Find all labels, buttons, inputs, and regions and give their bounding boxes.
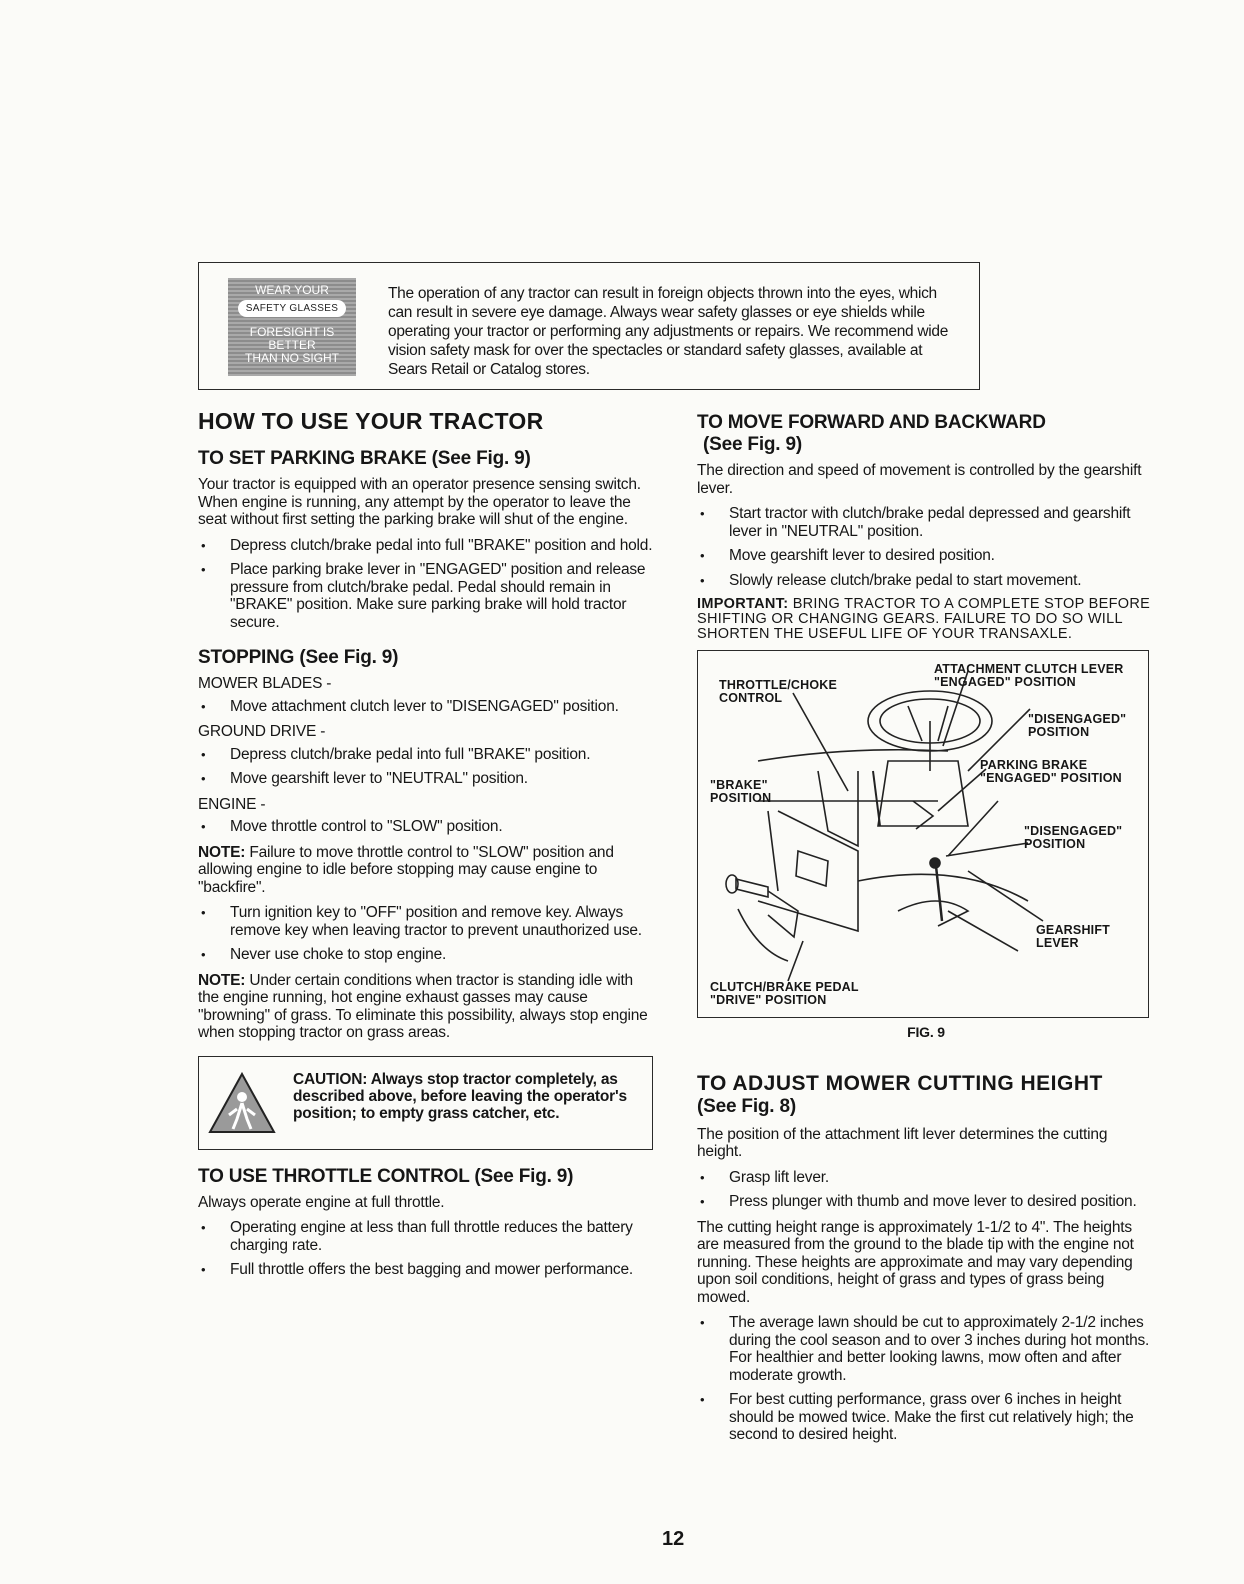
figure-label-line: "DISENGAGED" [1024,824,1123,838]
adjust-paragraph-2: The cutting height range is approximately 1-1/2 to 4". The heights are measured from the ground to the blade tip with the engine not running. These heights are approximate and may vary depending upon soil conditions, height of grass and types of grass being mowed. [697,1218,1134,1306]
adjust-list-1 [697,1169,1155,1211]
list-item: • Never use choke to stop engine. [198,946,653,964]
note-text: Failure to move throttle control to "SLOW" position and allowing engine to idle before stopping may cause engine to "backfire". [198,843,614,896]
figure-label-line: CLUTCH/BRAKE PEDAL [710,980,859,994]
attachment-clutch-label [934,663,1124,689]
figure-label-line: CONTROL [719,691,783,705]
engine-label: ENGINE - [198,795,266,813]
list-item: • Move gearshift lever to desired position. [697,547,1155,565]
important-label: IMPORTANT: [697,596,789,612]
figure-label-line: "ENGAGED" POSITION [980,771,1122,785]
adjust-heading: TO ADJUST MOWER CUTTING HEIGHT [697,1071,1103,1095]
safety-warning-text: The operation of any tractor can result in foreign objects thrown into the eyes, which can result in severe eye damage. Always wear safety glasses or eye shields while operating your tractor or performing any adjustments or repairs. We recommend wide vision safety mask for over the spectacles or standard safety glasses, available at Sears Retail or Catalog stores. [388,285,949,378]
list-item: • Turn ignition key to "OFF" position and remove key. Always remove key when leaving tractor to prevent unauthorized use. [198,904,653,939]
list-item: • For best cutting performance, grass over 6 inches in height should be mowed twice. Make the first cut relatively high; the second to desired height. [697,1391,1155,1444]
mower-blades-label: MOWER BLADES - [198,675,332,692]
figure-label-line: POSITION [1024,837,1086,851]
disengaged-attachment-label [1028,713,1126,739]
note-browning [198,972,653,1042]
adjust-paragraph-1: The position of the attachment lift lever determines the cutting height. [697,1125,1108,1160]
figure-label-line: POSITION [1028,725,1090,739]
list-item: • Move throttle control to "SLOW" position. [198,818,653,836]
move-heading: TO MOVE FORWARD AND BACKWARD [697,412,1046,433]
adjust-heading-ref: (See Fig. 8) [697,1095,796,1117]
warning-triangle-icon [207,1071,277,1135]
figure-label-line: "DRIVE" POSITION [710,993,827,1007]
list-item: • Start tractor with clutch/brake pedal depressed and gearshift lever in "NEUTRAL" position. [697,505,1155,540]
gearshift-label [1036,924,1110,950]
list-item: • Depress clutch/brake pedal into full "BRAKE" position and hold. [198,537,653,555]
figure-label-line: PARKING BRAKE [980,758,1088,772]
note-text: Under certain conditions when tractor is standing idle with the engine running, hot engine exhaust gasses may cause "browning" of grass. To eliminate this possibility, always stop engine when stopping tractor on grass areas. [198,971,648,1041]
list-item: • Full throttle offers the best bagging and mower performance. [198,1261,653,1279]
throttle-list [198,1219,653,1279]
ground-drive-list [198,746,653,788]
figure-label-line: "BRAKE" [710,778,768,792]
important-text: BRING TRACTOR TO A COMPLETE STOP BEFORE SHIFTING OR CHANGING GEARS. FAILURE TO DO SO WILL SHORTEN THE USEFUL LIFE OF YOUR TRANSAXLE. [697,596,1151,642]
list-item: • The average lawn should be cut to approximately 2-1/2 inches during the cool season and to over 3 inches during hot months. For healthier and better looking lawns, mow often and after moderate growth. [697,1314,1155,1384]
parking-brake-label [980,759,1122,785]
note-label: NOTE: [198,843,246,861]
figure-label-line: POSITION [710,791,772,805]
mower-blades-list [198,698,653,716]
safety-glasses-badge [228,278,356,376]
figure-label-line: "DISENGAGED" [1028,712,1127,726]
note-backfire [198,844,653,897]
list-item: • Place parking brake lever in "ENGAGED" position and release pressure from clutch/brake pedal. Pedal should remain in "BRAKE" position. Make sure parking brake will hold tractor secure. [198,561,653,631]
badge-line-4: THAN NO SIGHT [244,351,339,365]
list-item: • Slowly release clutch/brake pedal to start movement. [697,572,1155,590]
disengaged-gear-label [1024,825,1122,851]
move-paragraph: The direction and speed of movement is controlled by the gearshift lever. [697,462,1142,497]
list-item: • Grasp lift lever. [697,1169,1155,1187]
list-item: • Move attachment clutch lever to "DISENGAGED" position. [198,698,653,716]
clutch-brake-pedal-label [710,981,859,1007]
parking-brake-paragraph: Your tractor is equipped with an operator presence sensing switch. When engine is running, any attempt by the operator to leave the seat without first setting the parking brake will shut of the engine. [198,476,641,528]
throttle-heading: TO USE THROTTLE CONTROL (See Fig. 9) [198,1165,574,1187]
figure-label-line: GEARSHIFT [1036,923,1111,937]
engine-list [198,818,653,836]
parking-brake-heading: TO SET PARKING BRAKE (See Fig. 9) [198,448,531,469]
badge-line-3: FORESIGHT IS BETTER [249,325,335,352]
badge-line-2: SAFETY GLASSES [238,300,346,317]
move-heading-ref: (See Fig. 9) [703,434,802,455]
figure-label-line: LEVER [1036,936,1079,950]
throttle-paragraph: Always operate engine at full throttle. [198,1193,445,1211]
figure-label-line: THROTTLE/CHOKE [719,678,838,692]
figure-label-line: "ENGAGED" POSITION [934,675,1076,689]
brake-position-label [710,779,771,805]
caution-text: CAUTION: Always stop tractor completely, as described above, before leaving the operator's position; to empty grass catcher, etc. [293,1070,627,1122]
right-column [697,412,1155,1452]
list-item: • Press plunger with thumb and move lever to desired position. [697,1193,1155,1211]
note-label: NOTE: [198,971,246,989]
move-list [697,505,1155,589]
figure-caption: FIG. 9 [907,1024,945,1040]
stopping-heading: STOPPING (See Fig. 9) [198,647,399,668]
list-item: • Depress clutch/brake pedal into full "BRAKE" position. [198,746,653,764]
left-column [198,408,653,1287]
adjust-list-2 [697,1314,1155,1444]
badge-line-1: WEAR YOUR [255,283,329,297]
caution-box [198,1056,653,1150]
ignition-list [198,904,653,964]
figure-label-line: ATTACHMENT CLUTCH LEVER [934,662,1124,676]
section-title: HOW TO USE YOUR TRACTOR [198,408,544,434]
ground-drive-label: GROUND DRIVE - [198,723,326,740]
list-item: • Operating engine at less than full throttle reduces the battery charging rate. [198,1219,653,1254]
page-number: 12 [662,1528,685,1550]
figure-9 [697,650,1149,1018]
important-notice [697,597,1155,642]
parking-brake-list [198,537,653,632]
list-item: • Move gearshift lever to "NEUTRAL" position. [198,770,653,788]
throttle-choke-label [719,679,837,705]
